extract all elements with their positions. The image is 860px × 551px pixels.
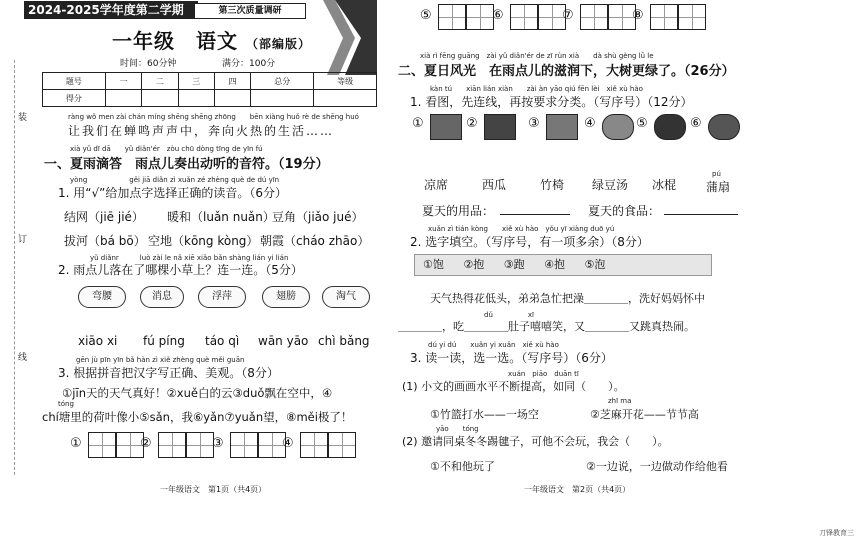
watermark-logo: 刀锋教育三: [819, 529, 854, 537]
grass-pinyin-3[interactable]: táo qì: [205, 334, 240, 348]
pic-num-2: ②: [466, 116, 478, 131]
tian-grid[interactable]: [300, 432, 328, 458]
tian-grid[interactable]: [186, 432, 214, 458]
q23-s2-pinyin: yāo tóng: [436, 425, 479, 433]
option-1[interactable]: ①饱: [423, 258, 444, 271]
word-2[interactable]: 西瓜: [482, 178, 507, 192]
tian-grid[interactable]: [328, 432, 356, 458]
tian-grid[interactable]: [158, 432, 186, 458]
pic-num-5: ⑤: [636, 116, 648, 131]
grid-num-6: ⑥: [492, 8, 504, 23]
side-mark-1: 装: [18, 113, 28, 123]
grass-pinyin-4[interactable]: wān yāo: [258, 334, 309, 348]
q23-opt-2[interactable]: ②芝麻开花——节节高: [590, 408, 699, 421]
score-cell[interactable]: [214, 90, 250, 107]
option-5[interactable]: ⑤泡: [584, 258, 606, 271]
used-blank[interactable]: [500, 214, 570, 215]
corner-decoration: [305, 0, 377, 75]
mat-picture[interactable]: [546, 114, 578, 140]
grid-num-2: ②: [140, 436, 152, 451]
q1-item-1[interactable]: 结网（jiē jié）: [64, 210, 144, 224]
q23-s1: (1) 小文的画画水平不断提高，如同（ ）。: [402, 380, 625, 393]
tian-grid[interactable]: [230, 432, 258, 458]
q3-pinyin: gēn jù pīn yīn bǎ hàn zì xiě zhèng què měi guān: [76, 356, 245, 364]
cloud-word-5[interactable]: 淘气: [322, 286, 370, 308]
word-3[interactable]: 竹椅: [540, 178, 565, 192]
th-3: 三: [178, 73, 214, 90]
q23-pinyin: dú yi dú xuǎn yi xuǎn xiě xù hào: [428, 341, 559, 349]
q3-pinyin-tong: tóng: [58, 400, 74, 408]
title-edition: （部编版）: [245, 37, 311, 51]
q21-text: 1. 看图，先连线，再按要求分类。（写序号）（12分）: [410, 95, 693, 109]
q3-text: 3. 根据拼音把汉字写正确、美观。（8分）: [58, 366, 279, 380]
q22-line-1: 天气热得花低头，弟弟急忙把澡＿＿＿＿，洗好妈妈怀中: [430, 292, 705, 305]
q21-pinyin: kàn tú xiān lián xiàn zài àn yāo qiú fēn lèi xiě xù hào: [430, 85, 643, 93]
th-grade: 等级: [314, 73, 377, 90]
grid-num-7: ⑦: [562, 8, 574, 23]
pic-num-6: ⑥: [690, 116, 702, 131]
title-text: 一年级 语文: [112, 29, 238, 53]
option-bar: [414, 254, 712, 276]
soup-picture[interactable]: [708, 114, 740, 140]
q1-item-4[interactable]: 拔河（bá bō）: [64, 234, 146, 248]
q23-zhima-pinyin: zhī ma: [608, 397, 632, 405]
q2-pinyin: yǔ diǎnr luò zài le nǎ xiē xiǎo bǎn shàng lián yi lián: [90, 254, 289, 262]
score-cell[interactable]: [251, 90, 314, 107]
cloud-word-4[interactable]: 翅膀: [262, 286, 310, 308]
word-5[interactable]: 冰棍: [652, 178, 677, 192]
q23-opt-3[interactable]: ①不和他玩了: [430, 460, 495, 473]
q23-opt-4[interactable]: ②一边说，一边做动作给他看: [586, 460, 728, 473]
q3-line-1: ①jīn天的天气真好！②xuě白的云③duǒ飘在空中，④: [62, 386, 333, 400]
word-1[interactable]: 凉席: [424, 178, 449, 192]
q23-s1-pinyin: xuán piāo duān tī: [508, 370, 579, 378]
q23-text: 3. 读一读，选一选。（写序号）（6分）: [410, 351, 613, 365]
grid-num-8: ⑧: [632, 8, 644, 23]
th-no: 题号: [43, 73, 106, 90]
grid-num-4: ④: [282, 436, 294, 451]
q1-item-6[interactable]: 朝霞（cháo zhāo）: [260, 234, 370, 248]
fan-picture[interactable]: [602, 114, 634, 140]
q1-item-3[interactable]: 豆角（jiǎo jué）: [272, 210, 364, 224]
score-cell[interactable]: [178, 90, 214, 107]
q22-pinyin-2: dǔ xī: [484, 311, 534, 319]
sec2-title: 二、夏日风光 在雨点儿的滋润下，大树更绿了。（26分）: [398, 64, 735, 79]
pic-num-4: ④: [584, 116, 596, 131]
q1-item-2[interactable]: 暖和（luǎn nuǎn）: [167, 210, 275, 224]
word-6-pinyin: pú: [712, 170, 721, 178]
q2-text: 2. 雨点儿落在了哪棵小草上？连一连。（5分）: [58, 263, 303, 277]
score-cell[interactable]: [314, 90, 377, 107]
th-2: 二: [142, 73, 178, 90]
q1-text: 1. 用“√”给加点字选择正确的读音。（6分）: [58, 186, 287, 200]
td-score-label: 得分: [43, 90, 106, 107]
exam-tag: 第三次质量调研: [194, 3, 306, 19]
tian-grid[interactable]: [88, 432, 116, 458]
page-title: [112, 25, 311, 54]
option-3[interactable]: ③跑: [503, 258, 525, 271]
food-label: 夏天的食品：: [588, 204, 661, 218]
grid-num-1: ①: [70, 436, 82, 451]
q1-item-5[interactable]: 空地（kōng kòng）: [148, 234, 259, 248]
intro-text: 让我们在蝉鸣声声中，奔向火热的生活……: [68, 124, 335, 138]
grass-pinyin-5[interactable]: chì bǎng: [318, 334, 370, 348]
footer-page-2: 一年级语文 第2页（共4页）: [524, 485, 631, 494]
side-mark-2: 订: [18, 235, 28, 245]
tian-grid[interactable]: [580, 4, 608, 30]
tian-grid[interactable]: [650, 4, 678, 30]
cloud-word-3[interactable]: 浮萍: [198, 286, 246, 308]
watermelon-picture[interactable]: [654, 114, 686, 140]
word-6[interactable]: 蒲扇: [706, 180, 731, 194]
cloud-word-1[interactable]: 弯腰: [78, 286, 126, 308]
sec2-pinyin: xià rì fēng guāng zài yǔ diǎn'ér de zī rùn xià dà shù gèng lǜ le: [420, 52, 654, 60]
grid-num-3: ③: [212, 436, 224, 451]
tian-grid[interactable]: [510, 4, 538, 30]
pic-num-3: ③: [528, 116, 540, 131]
chair-picture[interactable]: [430, 114, 462, 140]
th-total: 总分: [251, 73, 314, 90]
side-mark-3: 线: [18, 353, 28, 363]
score-cell[interactable]: [142, 90, 178, 107]
grid-num-5: ⑤: [420, 8, 432, 23]
sec1-title: 一、夏雨滴答 雨点儿奏出动听的音符。（19分）: [44, 157, 329, 172]
word-4[interactable]: 绿豆汤: [592, 178, 629, 192]
score-table: [42, 72, 377, 107]
term-banner: 2024-2025学年度第二学期: [24, 1, 198, 19]
tian-grid[interactable]: [678, 4, 706, 30]
q22-pinyin: xuǎn zì tián kòng xiě xù hào yǒu yī xiàng duō yú: [428, 225, 615, 233]
food-blank[interactable]: [664, 214, 738, 215]
option-4[interactable]: ④抱: [544, 258, 565, 271]
tian-grid[interactable]: [466, 4, 494, 30]
exam-time: 时间：60分钟: [120, 59, 177, 69]
binding-line: [14, 60, 15, 475]
th-1: 一: [105, 73, 141, 90]
grass-pinyin-1[interactable]: xiāo xi: [78, 334, 118, 348]
q22-line-2: ＿＿＿＿，吃＿＿＿＿肚子嘻嘻笑，又＿＿＿＿又跳真热闹。: [398, 320, 695, 333]
pic-num-1: ①: [412, 116, 424, 131]
q1-pinyin: yòng gěi jiā diǎn zì xuǎn zé zhèng què de dú yīn: [70, 176, 280, 184]
q23-opt-1[interactable]: ①竹篮打水——一场空: [430, 408, 539, 421]
intro-pinyin: ràng wǒ men zài chán míng shēng shēng zhōng bēn xiàng huǒ rè de shēng huó: [68, 113, 359, 121]
sec1-pinyin: xià yǔ dī dā yǔ diǎn'ér zòu chū dòng tīng de yīn fú: [70, 145, 263, 153]
score-cell[interactable]: [105, 90, 141, 107]
cloud-word-2[interactable]: 消息: [140, 286, 184, 308]
tian-grid[interactable]: [438, 4, 466, 30]
q23-s2: (2) 邀请同桌冬冬踢毽子，可他不会玩，我会（ ）。: [402, 435, 669, 448]
used-label: 夏天的用品：: [422, 204, 495, 218]
q22-text: 2. 选字填空。（写序号，有一项多余）（8分）: [410, 235, 649, 249]
grass-pinyin-2[interactable]: fú píng: [143, 334, 185, 348]
option-2[interactable]: ②抱: [463, 258, 485, 271]
q3-line-2: chí塘里的荷叶像小⑤sǎn，我⑥yǎn⑦yuǎn望，⑧měi极了！: [42, 410, 353, 424]
popsicle-picture[interactable]: [484, 114, 516, 140]
footer-page-1: 一年级语文 第1页（共4页）: [160, 485, 267, 494]
exam-score: 满分：100分: [222, 59, 276, 69]
th-4: 四: [214, 73, 250, 90]
